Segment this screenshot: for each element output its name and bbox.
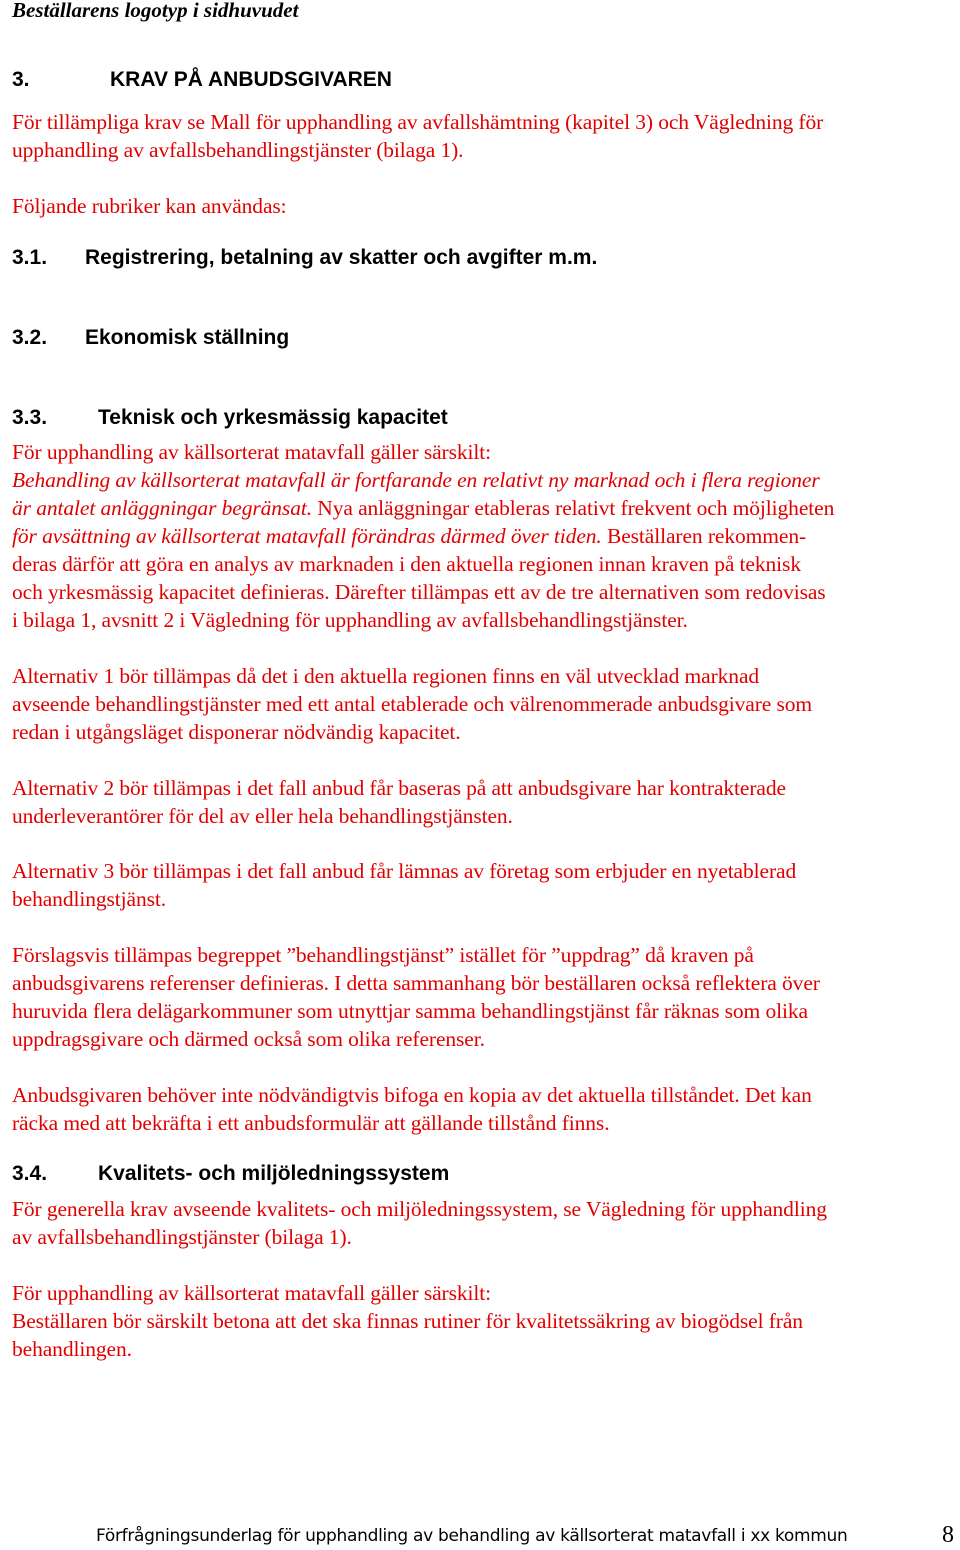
s34-special-line: behandlingen. (12, 1337, 132, 1361)
page-footer: Förfrågningsunderlag för upphandling av behandling av källsorterat matavfall i xx kommun (96, 1526, 848, 1546)
intro-line: Följande rubriker kan användas: (12, 194, 287, 218)
s33-para-line: Behandling av källsorterat matavfall är fortfarande en relativt ny marknad och i flera regioner (12, 468, 820, 492)
anbud-line: räcka med att bekräfta i ett anbudsformulär att gällande tillstånd finns. (12, 1111, 610, 1135)
section-title: Teknisk och yrkesmässig kapacitet (98, 406, 448, 429)
alt1-line: Alternativ 1 bör tillämpas då det i den aktuella regionen finns en väl utvecklad marknad (12, 664, 760, 688)
section-number: 3. (12, 68, 30, 91)
section-number: 3.4. (12, 1162, 48, 1185)
alt2-line: underleverantörer för del av eller hela behandlingstjänsten. (12, 804, 513, 828)
forslag-line: huruvida flera delägarkommuner som utnyttjar samma behandlingstjänst får räknas som olika (12, 999, 808, 1023)
section-3-heading (12, 68, 392, 92)
section-number: 3.2. (12, 326, 48, 349)
alt1-line: avseende behandlingstjänster med ett antal etablerade och välrenommerade anbudsgivare som (12, 692, 813, 716)
section-3-1-heading (12, 246, 597, 270)
s33-lead: För upphandling av källsorterat matavfall gäller särskilt: (12, 440, 492, 464)
alt3-line: behandlingstjänst. (12, 887, 167, 911)
page-number: 8 (942, 1522, 954, 1548)
s33-para-line: deras därför att göra en analys av marknaden i den aktuella regionen innan kraven på teknisk (12, 552, 801, 576)
s34-general-line: För generella krav avseende kvalitets- och miljöledningssystem, se Vägledning för upphandling (12, 1197, 827, 1221)
section-title: Kvalitets- och miljöledningssystem (98, 1162, 450, 1185)
intro-line: För tillämpliga krav se Mall för upphandling av avfallshämtning (kapitel 3) och Vägledning för (12, 110, 824, 134)
alt3-line: Alternativ 3 bör tillämpas i det fall anbud får lämnas av företag som erbjuder en nyetablerad (12, 859, 797, 883)
page-header-title: Beställarens logotyp i sidhuvudet (12, 0, 299, 22)
s33-para-line: och yrkesmässig kapacitet definieras. Därefter tillämpas ett av de tre alternativen som redovisas (12, 580, 826, 604)
s33-para-line: för avsättning av källsorterat matavfall förändras därmed över tiden. Beställaren rekommen- (12, 524, 807, 548)
section-3-2-heading (12, 326, 289, 350)
section-number: 3.3. (12, 406, 48, 429)
forslag-line: anbudsgivarens referenser definieras. I detta sammanhang bör beställaren också reflektera över (12, 971, 820, 995)
intro-line: upphandling av avfallsbehandlingstjänster (bilaga 1). (12, 138, 464, 162)
s34-special-line: Beställaren bör särskilt betona att det ska finnas rutiner för kvalitetssäkring av biogödsel från (12, 1309, 803, 1333)
s33-para-line: i bilaga 1, avsnitt 2 i Vägledning för upphandling av avfallsbehandlingstjänster. (12, 608, 688, 632)
section-number: 3.1. (12, 246, 48, 269)
alt2-line: Alternativ 2 bör tillämpas i det fall anbud får baseras på att anbudsgivare har kontrakterade (12, 776, 786, 800)
section-title: Registrering, betalning av skatter och avgifter m.m. (85, 246, 598, 269)
section-title: Ekonomisk ställning (85, 326, 290, 349)
forslag-line: Förslagsvis tillämpas begreppet ”behandlingstjänst” istället för ”uppdrag” då kraven på (12, 943, 754, 967)
s33-para-line: är antalet anläggningar begränsat. Nya anläggningar etableras relativt frekvent och möjligheten (12, 496, 835, 520)
s34-general-line: av avfallsbehandlingstjänster (bilaga 1). (12, 1225, 352, 1249)
alt1-line: redan i utgångsläget disponerar nödvändig kapacitet. (12, 720, 461, 744)
forslag-line: uppdragsgivare och därmed också som olika referenser. (12, 1027, 485, 1051)
section-3-4-heading (12, 1162, 449, 1186)
section-3-3-heading (12, 406, 448, 430)
anbud-line: Anbudsgivaren behöver inte nödvändigtvis bifoga en kopia av det aktuella tillståndet. Det kan (12, 1083, 812, 1107)
section-title: KRAV PÅ ANBUDSGIVAREN (110, 68, 392, 91)
s34-lead: För upphandling av källsorterat matavfall gäller särskilt: (12, 1281, 492, 1305)
